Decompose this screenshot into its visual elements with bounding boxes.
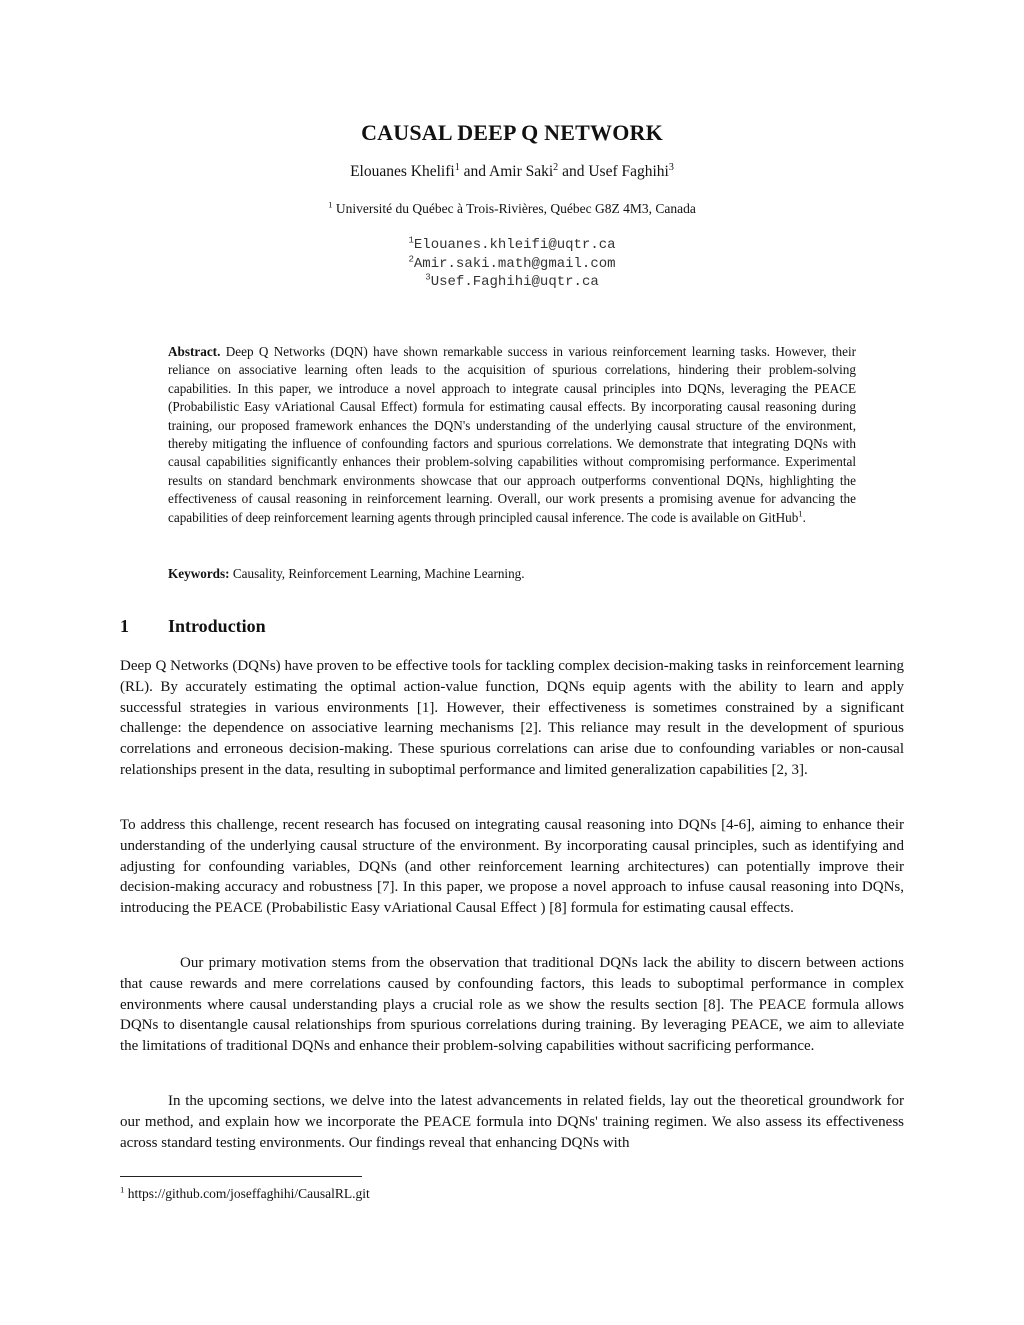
affiliation-text: Université du Québec à Trois-Rivières, Québec G8Z 4M3, Canada <box>335 201 696 216</box>
keywords-text: Causality, Reinforcement Learning, Machine Learning. <box>232 566 525 581</box>
author-separator: and <box>558 163 589 180</box>
footnote-divider <box>120 1176 362 1177</box>
author-name: Amir Saki <box>489 163 554 180</box>
keywords-label: Keywords: <box>168 566 230 581</box>
body-paragraph: Our primary motivation stems from the observation that traditional DQNs lack the ability to discern between actions that cause rewards and mere correlations caused by confounding factors, this leads to suboptimal performance in complex environments where causal understanding plays a crucial role as we show the results section [8]. The PEACE formula allows DQNs to disentangle causal relationships from spurious correlations during training. By leveraging PEACE, we aim to alleviate the limitations of traditional DQNs and enhance their problem-solving capabilities without sacrificing performance. <box>120 955 904 1055</box>
abstract-footnote-mark: 1 <box>798 508 803 519</box>
abstract <box>168 343 856 527</box>
abstract-label: Abstract. <box>168 344 221 359</box>
author-name: Elouanes Khelifi <box>350 163 455 180</box>
author-mark: 2 <box>553 161 559 173</box>
email-line <box>0 252 1024 274</box>
affiliation-mark: 1 <box>328 199 333 210</box>
email-mark: 2 <box>408 252 414 264</box>
author-name: Usef Faghihi <box>588 163 669 180</box>
keywords <box>168 565 856 583</box>
body-paragraph: To address this challenge, recent research has focused on integrating causal reasoning into DQNs [4-6], aiming to enhance their understanding of the underlying causal structure of the environment. By incorporating causal principles, such as identifying and adjusting for confounding variables, DQNs (and other reinforcement learning architectures) can potentially improve their decision-making accuracy and robustness [7]. In this paper, we propose a novel approach to infuse causal reasoning into DQNs, introducing the PEACE (Probabilistic Easy vAriational Causal Effect ) [8] formula for estimating causal effects. <box>120 817 904 917</box>
email-line <box>0 273 1024 292</box>
author-mark: 1 <box>454 161 460 173</box>
email-address[interactable]: Elouanes.khleifi@uqtr.ca <box>413 237 616 253</box>
footnote-mark: 1 <box>120 1184 125 1195</box>
author-mark: 3 <box>668 161 674 173</box>
email-mark: 1 <box>408 234 414 246</box>
section-heading <box>120 616 266 637</box>
email-address[interactable]: Amir.saki.math@gmail.com <box>413 255 616 272</box>
section-title: Introduction <box>168 616 266 636</box>
body-paragraph: In the upcoming sections, we delve into the latest advancements in related fields, lay out the theoretical groundwork for our method, and explain how we incorporate the PEACE formula into DQNs' training regimen. We also assess its effectiveness across standard testing environments. Our findings reveal that enhancing DQNs with <box>120 1093 904 1151</box>
abstract-end: . <box>802 509 806 525</box>
affiliation <box>0 201 1024 217</box>
email-line <box>0 236 1024 255</box>
email-list <box>0 236 1024 292</box>
body-paragraph: Deep Q Networks (DQNs) have proven to be effective tools for tackling complex decision-making tasks in reinforcement learning (RL). By accurately estimating the optimal action-value function, DQNs equip agents with the ability to learn and apply successful strategies in various environments [1]. However, their effectiveness is sometimes constrained by a significant challenge: the dependence on associative learning mechanisms [2]. This reliance may result in the development of spurious correlations and erroneous decision-making. These spurious correlations can arise due to confounding variables or non-causal relationships present in the data, resulting in suboptimal performance and limited generalization capabilities [2, 3]. <box>120 658 904 778</box>
author-list <box>0 163 1024 181</box>
abstract-text: Deep Q Networks (DQN) have shown remarkable success in various reinforcement learning tasks. However, their reliance on associative learning often leads to the acquisition of spurious correlations, hindering their problem-solving capabilities. In this paper, we introduce a novel approach to integrate causal principles into DQNs, leveraging the PEACE (Probabilistic Easy vAriational Causal Effect) formula for estimating causal effects. By incorporating causal reasoning during training, our proposed framework enhances the DQN's understanding of the underlying causal structure of the environment, thereby mitigating the influence of confounding factors and spurious correlations. We demonstrate that integrating DQNs with causal capabilities significantly enhances their problem-solving capabilities without compromising performance. Experimental results on standard benchmark environments showcase that our approach outperforms conventional DQNs, highlighting the effectiveness of causal reasoning in reinforcement learning. Overall, our work presents a promising avenue for advancing the capabilities of deep reinforcement learning agents through principled causal inference. The code is available on GitHub <box>168 344 857 525</box>
paper-title: CAUSAL DEEP Q NETWORK <box>361 120 663 145</box>
section-number: 1 <box>120 616 129 636</box>
footnote-link[interactable]: https://github.com/joseffaghihi/CausalRL.git <box>127 1186 370 1201</box>
email-mark: 3 <box>425 271 431 283</box>
email-address[interactable]: Usef.Faghihi@uqtr.ca <box>430 274 599 290</box>
author-separator: and <box>459 163 490 180</box>
footnote <box>120 1186 370 1202</box>
